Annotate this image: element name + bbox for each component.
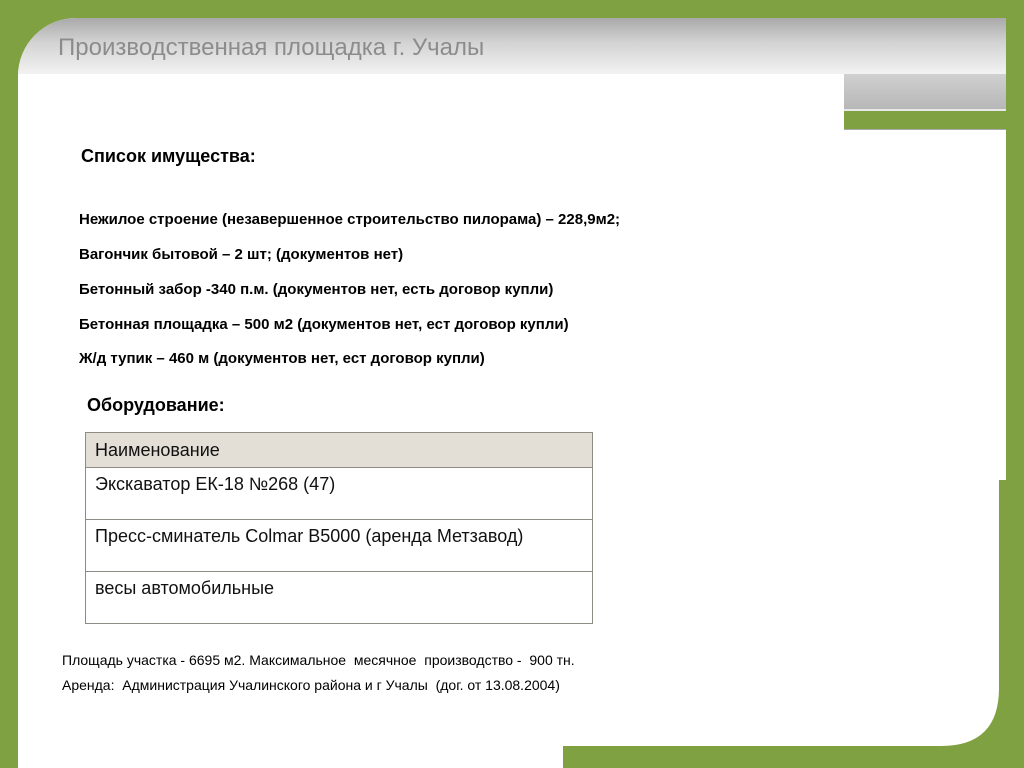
- table-row: [86, 520, 593, 572]
- table-header-row: [86, 433, 593, 468]
- header-right-accent: [844, 111, 1006, 129]
- corner-accent-shape: [563, 480, 1024, 768]
- property-item: Вагончик бытовой – 2 шт; (документов нет): [79, 246, 404, 263]
- table-cell: Пресс-сминатель Colmar B5000 (аренда Метзавод): [86, 520, 593, 572]
- property-item: Ж/д тупик – 460 м (документов нет, ест договор купли): [79, 350, 485, 367]
- slide-title: Производственная площадка г. Учалы: [58, 34, 485, 61]
- footer-area-text: Площадь участка - 6695 м2. Максимальное месячное производство - 900 тн.: [62, 652, 575, 668]
- column-header: Наименование: [86, 433, 593, 468]
- table-cell: весы автомобильные: [86, 572, 593, 624]
- property-heading: Список имущества:: [81, 146, 256, 166]
- table-cell: Экскаватор ЕК-18 №268 (47): [86, 468, 593, 520]
- table-row: [86, 572, 593, 624]
- equipment-heading: Оборудование:: [87, 395, 225, 415]
- property-item: Бетонная площадка – 500 м2 (документов нет, ест договор купли): [79, 316, 569, 333]
- footer-lease-text: Аренда: Администрация Учалинского района и г Учалы (дог. от 13.08.2004): [62, 677, 560, 693]
- property-item: Бетонный забор -340 п.м. (документов нет, есть договор купли): [79, 281, 554, 298]
- equipment-table: [85, 432, 593, 624]
- table-row: [86, 468, 593, 520]
- property-item: Нежилое строение (незавершенное строительство пилорама) – 228,9м2;: [79, 211, 621, 228]
